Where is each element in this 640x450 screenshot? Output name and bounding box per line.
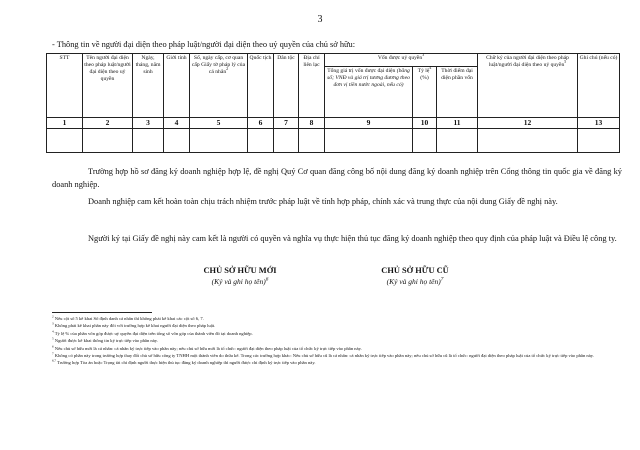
col-number: 6: [248, 118, 274, 129]
col-number: 10: [413, 118, 437, 129]
col-number: 11: [437, 118, 478, 129]
col-header-contact-address: Địa chỉ liên lạc: [299, 54, 325, 118]
paragraph-signer-commitment: Người ký tại Giấy đề nghị này cam kết là người có quyền và nghĩa vụ thực hiện thủ tục đăng ký doanh nghiệp theo quy định của pháp luật và Điều lệ công ty.: [88, 234, 617, 243]
col-header-representation-time: Thời điểm đại diện phần vốn: [437, 67, 478, 118]
table-row: [47, 129, 620, 153]
signature-title: CHỦ SỞ HỮU CŨ: [381, 266, 449, 275]
col-header-stt: STT: [47, 54, 83, 118]
table-cell[interactable]: [325, 129, 413, 153]
table-cell[interactable]: [274, 129, 299, 153]
footnote: $^{6,7}$ Trường hợp Tòa án hoặc Trọng tài chỉ định người thực hiện thủ tục đăng ký doanh nghiệp thì người được chỉ định ký trực tiếp vào phần này.: [52, 359, 316, 366]
signature-title: CHỦ SỞ HỮU MỚI: [203, 266, 277, 275]
footnote: $^2$ Nếu cột số 5 kê khai Số định danh cá nhân thì không phải kê khai các cột số 6, 7.: [52, 315, 204, 321]
representative-table: [46, 53, 620, 153]
table-cell[interactable]: [164, 129, 190, 153]
col-header-legal-document: Số, ngày cấp, cơ quan cấp Giấy tờ pháp lý của cá nhân$^2$: [190, 54, 248, 118]
table-cell[interactable]: [299, 129, 325, 153]
col-number: 7: [274, 118, 299, 129]
footnotes: [52, 315, 622, 367]
col-number: 9: [325, 118, 413, 129]
table-cell[interactable]: [83, 129, 133, 153]
table-cell[interactable]: [413, 129, 437, 153]
col-header-notes: Ghi chú (nếu có): [578, 54, 620, 118]
page-number: 3: [317, 14, 323, 25]
col-number: 2: [83, 118, 133, 129]
table-cell[interactable]: [437, 129, 478, 153]
col-number: 5: [190, 118, 248, 129]
paragraph-commitment: Doanh nghiệp cam kết hoàn toàn chịu trách nhiệm trước pháp luật về tính hợp pháp, chính xác và trung thực của nội dung Giấy đề nghị này.: [88, 197, 558, 206]
col-header-nationality: Quốc tịch: [248, 54, 274, 118]
signature-subtitle: (Ký và ghi họ tên)$^6$: [211, 276, 269, 286]
col-header-capital-value: Tổng giá trị vốn được đại diện (bằng số; VNĐ và giá trị tương đương theo đơn vị tiền nước ngoài, nếu có): [325, 67, 413, 118]
table-cell[interactable]: [578, 129, 620, 153]
footnote: $^5$ Người được kê khai thông tin ký trực tiếp vào phần này.: [52, 337, 158, 344]
col-number: 12: [478, 118, 578, 129]
col-header-ratio: Tỷ lệ$^4$ (%): [413, 67, 437, 118]
paragraph-publication: Trường hợp hồ sơ đăng ký doanh nghiệp hợp lệ, đề nghị Quý Cơ quan đăng công bố nội dung đăng ký doanh nghiệp trên Cổng thông tin quốc gia về đăng ký doanh nghiệp.: [52, 167, 622, 189]
footnote-divider: [52, 312, 152, 313]
signature-subtitle: (Ký và ghi họ tên)$^7$: [386, 276, 444, 286]
table-cell[interactable]: [47, 129, 83, 153]
col-header-ethnicity: Dân tộc: [274, 54, 299, 118]
table-cell[interactable]: [478, 129, 578, 153]
signature-old-owner: [345, 266, 485, 286]
footnote: $^4$ Tỷ lệ % của phần vốn góp được uỷ quyền đại diện trên tổng số vốn góp của thành viên đó tại doanh nghiệp.: [52, 329, 253, 336]
table-cell[interactable]: [190, 129, 248, 153]
col-number: 1: [47, 118, 83, 129]
footnote: $^7$ Không có phần này trong trường hợp thay đổi chủ sở hữu công ty TNHH một thành viên do thừa kế. Trong các trường hợp khác: Nếu chủ sở hữu cũ là cá nhân: cá nhân ký trực tiếp vào phần này; nếu chủ sở hữu cũ là tổ chức: người đại diện theo pháp luật của tổ chức ký trực tiếp vào phần này.: [52, 352, 594, 359]
col-header-gender: Giới tính: [164, 54, 190, 118]
col-header-name: Tên người đại diện theo pháp luật/người đại diện theo uỷ quyền: [83, 54, 133, 118]
table-cell[interactable]: [133, 129, 164, 153]
footnote: $^3$ Không phải kê khai phần này đối với trường hợp kê khai người đại diện theo pháp luật.: [52, 322, 216, 329]
col-header-birth-date: Ngày, tháng, năm sinh: [133, 54, 164, 118]
col-number: 3: [133, 118, 164, 129]
representative-info-heading: - Thông tin về người đại diện theo pháp luật/người đại diện theo uỷ quyền của chủ sở hữu:: [52, 40, 356, 49]
col-number: 13: [578, 118, 620, 129]
col-number: 8: [299, 118, 325, 129]
col-number: 4: [164, 118, 190, 129]
col-header-authorized-capital: Vốn được uỷ quyền$^3$: [325, 54, 478, 67]
table-cell[interactable]: [248, 129, 274, 153]
col-header-signature: Chữ ký của người đại diện theo pháp luật/người đại diện theo uỷ quyền$^5$: [478, 54, 578, 118]
footnote: $^6$ Nếu chủ sở hữu mới là cá nhân: cá nhân ký trực tiếp vào phần này; nếu chủ sở hữu mới là tổ chức: người đại diện theo pháp luật của tổ chức ký trực tiếp vào phần này.: [52, 344, 362, 351]
signature-new-owner: [170, 266, 310, 286]
